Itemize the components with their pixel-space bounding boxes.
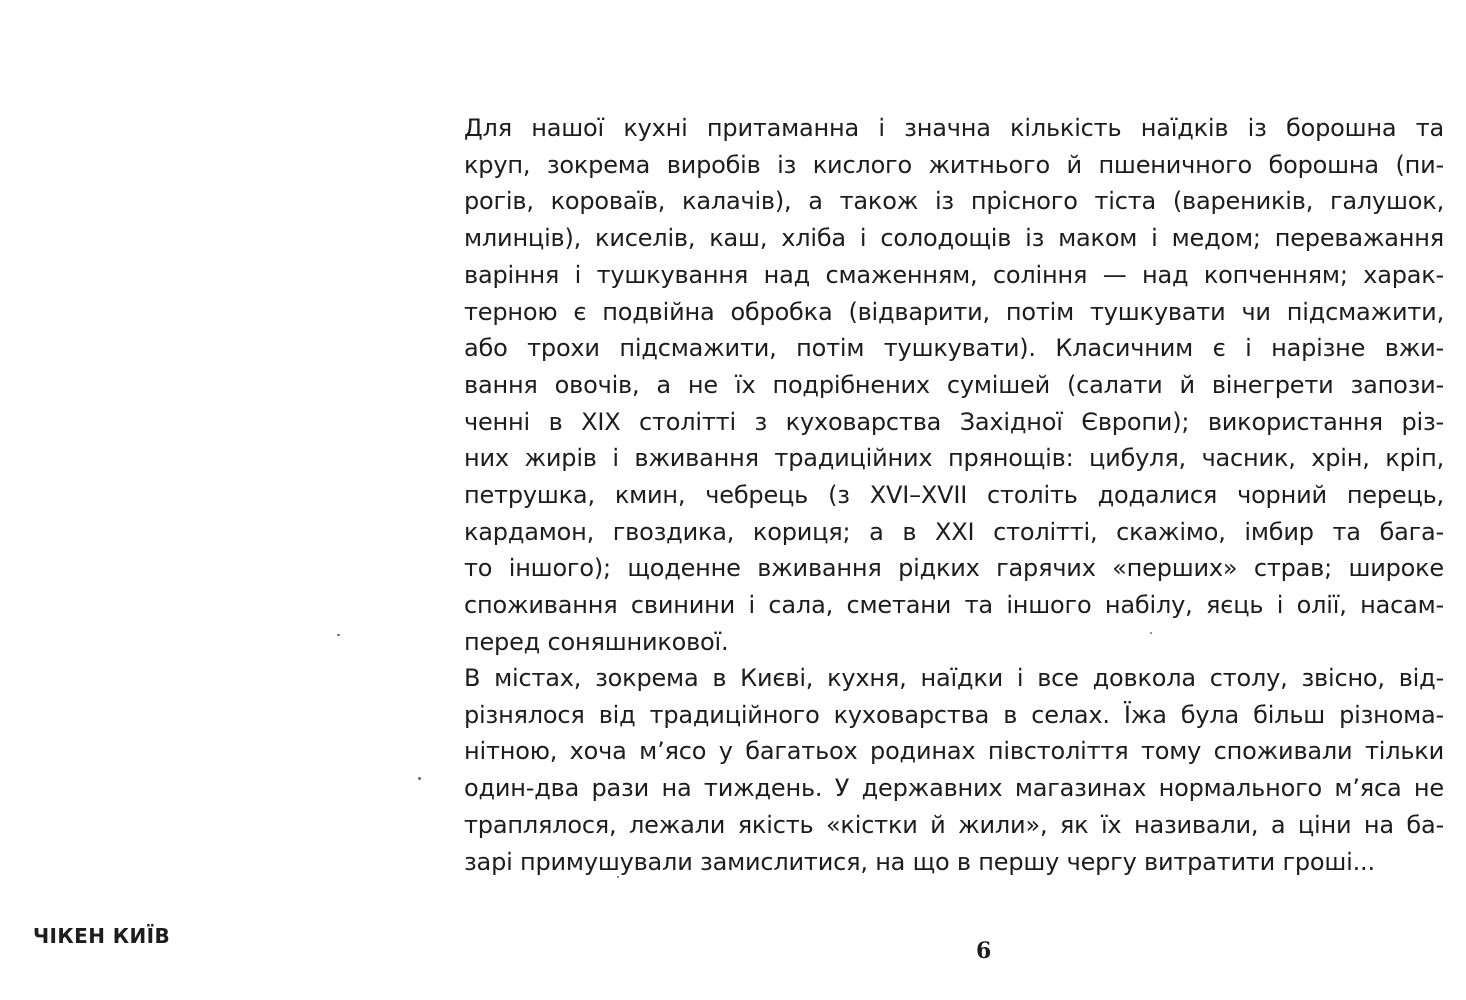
text-line: них жирів і вживання традиційних прянощів: цибуля, часник, хрін, кріп, [464,444,1444,473]
text-line: петрушка, кмин, чебрець (з XVI–XVII століть додалися чорний перець, [464,481,1444,510]
text-line: Для нашої кухні притаманна і значна кількість наїдків із борошна та [464,114,1444,142]
text-line: кардамон, гвоздика, кориця; а в XXI столітті, скажімо, імбир та бага- [464,517,1444,546]
text-line: рогів, короваїв, калачів), а також із прісного тіста (вареників, галушок, [464,187,1444,216]
text-line: вання овочів, а не їх подрібнених сумішей (салати й вінегрети запози- [464,370,1444,399]
scan-speck [337,634,340,636]
text-line: млинців), киселів, каш, хліба і солодощів із маком і медом; переважання [464,224,1444,253]
paragraph-1 [464,110,1444,661]
text-line: терною є подвійна обробка (відварити, потім тушкувати чи підсмажити, [464,297,1444,326]
text-line: нітною, хоча м’ясо у багатьох родинах півстоліття тому споживали тільки [464,737,1444,766]
text-line: варіння і тушкування над смаженням, соління — над копченням; харак- [464,260,1444,289]
scan-speck [1150,632,1152,634]
text-line: один-два рази на тиждень. У державних магазинах нормального м’яса не [464,774,1444,803]
text-line: то іншого); щоденне вживання рідких гарячих «перших» страв; широке [464,554,1444,583]
text-line-last: зарі примушували замислитися, на що в першу чергу витратити гроші... [464,847,1375,876]
text-line: або трохи підсмажити, потім тушкувати). Класичним є і нарізне вжи- [464,334,1444,363]
text-line: споживання свинини і сала, сметани та іншого набілу, яєць і олії, насам- [464,591,1444,620]
scan-speck [617,876,619,878]
text-line: ченні в XIX столітті з куховарства Західної Європи); використання різ- [464,407,1444,436]
text-line: В містах, зокрема в Києві, кухня, наїдки і все довкола столу, звісно, від- [464,664,1444,692]
scan-speck [418,777,421,780]
running-title: ЧІКЕН КИЇВ [33,924,171,948]
text-line: траплялося, лежали якість «кістки й жили», як їх називали, а ціни на ба- [464,810,1444,839]
text-line-last: перед соняшникової. [464,627,729,656]
paragraph-2 [464,660,1444,880]
text-line: різнялося від традиційного куховарства в селах. Їжа була більш різнома- [464,700,1444,729]
text-line: круп, зокрема виробів із кислого житнього й пшеничного борошна (пи- [464,150,1444,179]
page-number: 6 [976,938,992,964]
